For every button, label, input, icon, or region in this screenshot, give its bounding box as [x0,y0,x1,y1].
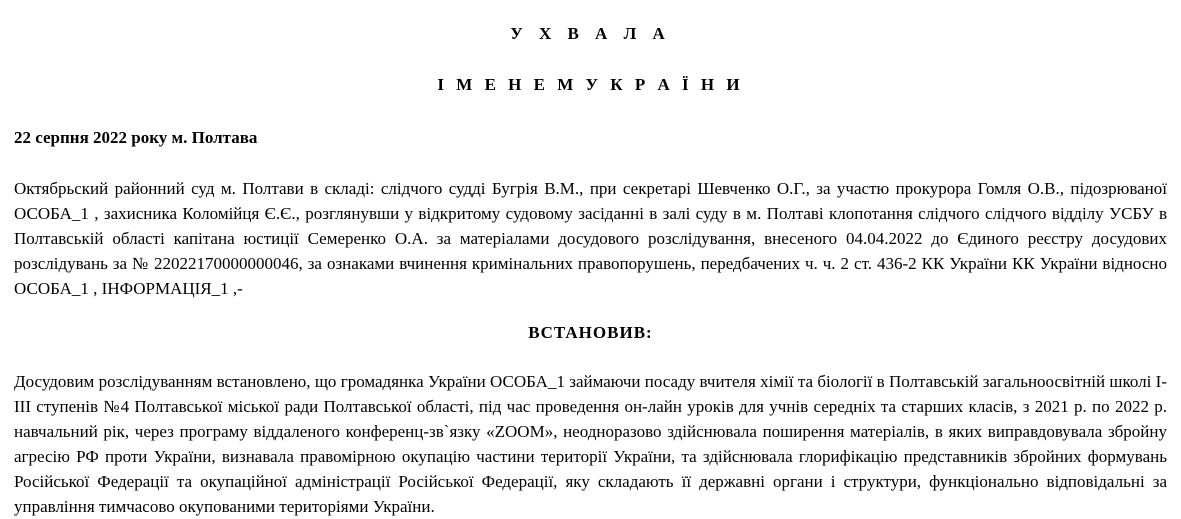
body-paragraph: Досудовим розслідуванням встановлено, що громадянка України ОСОБА_1 займаючи посаду вчителя хімії та біології в Полтавській загальноосвітній школі І-ІІІ ступенів №4 Полтавської міської ради Полтавської області, під час проведення он-лайн уроків для учнів середніх та старших класів, з 2021 р. по 2022 р. навчальний рік, через програму віддаленого конференц-зв`язку «ZOOM», неодноразово здійснювала поширення матеріалів, в яких виправдовувала збройну агресію РФ проти України, визнавала правомірною окупацію частини території України, та здійснювала глорифікацію представників збройних формувань Російської Федерації та окупаційної адміністрації Російської Федерації, яку складають її державні органи і структури, функціонально відповідальні за управління тимчасово окупованими територіями України. [14,372,1167,516]
document-title-secondary: І М Е Н Е М У К Р А Ї Н И [437,75,744,94]
intro-paragraph: Октябрьский районний суд м. Полтави в складі: слідчого судді Бугрія В.М., при секретарі Шевченко О.Г., за участю прокурора Гомля О.В., підозрюваної ОСОБА_1 , захисника Коломійця Є.Є., розглянувши у відкритому судовому засіданні в залі суду в м. Полтаві клопотання слідчого слідчого відділу УСБУ в Полтавській області капітана юстиції Семеренко О.А. за матеріалами досудового розслідування, внесеного 04.04.2022 до Єдиного реєстру досудових розслідувань за № 22022170000000046, за ознаками вчинення кримінальних правопорушень, передбачених ч. ч. 2 ст. 436-2 КК України КК України відносно ОСОБА_1 , ІНФОРМАЦІЯ_1 ,- [14,179,1167,298]
section-heading-vstanoviv: ВСТАНОВИВ: [528,323,653,342]
document-title-primary: У Х В А Л А [510,24,671,43]
document-dateline: 22 серпня 2022 року м. Полтава [14,128,258,147]
